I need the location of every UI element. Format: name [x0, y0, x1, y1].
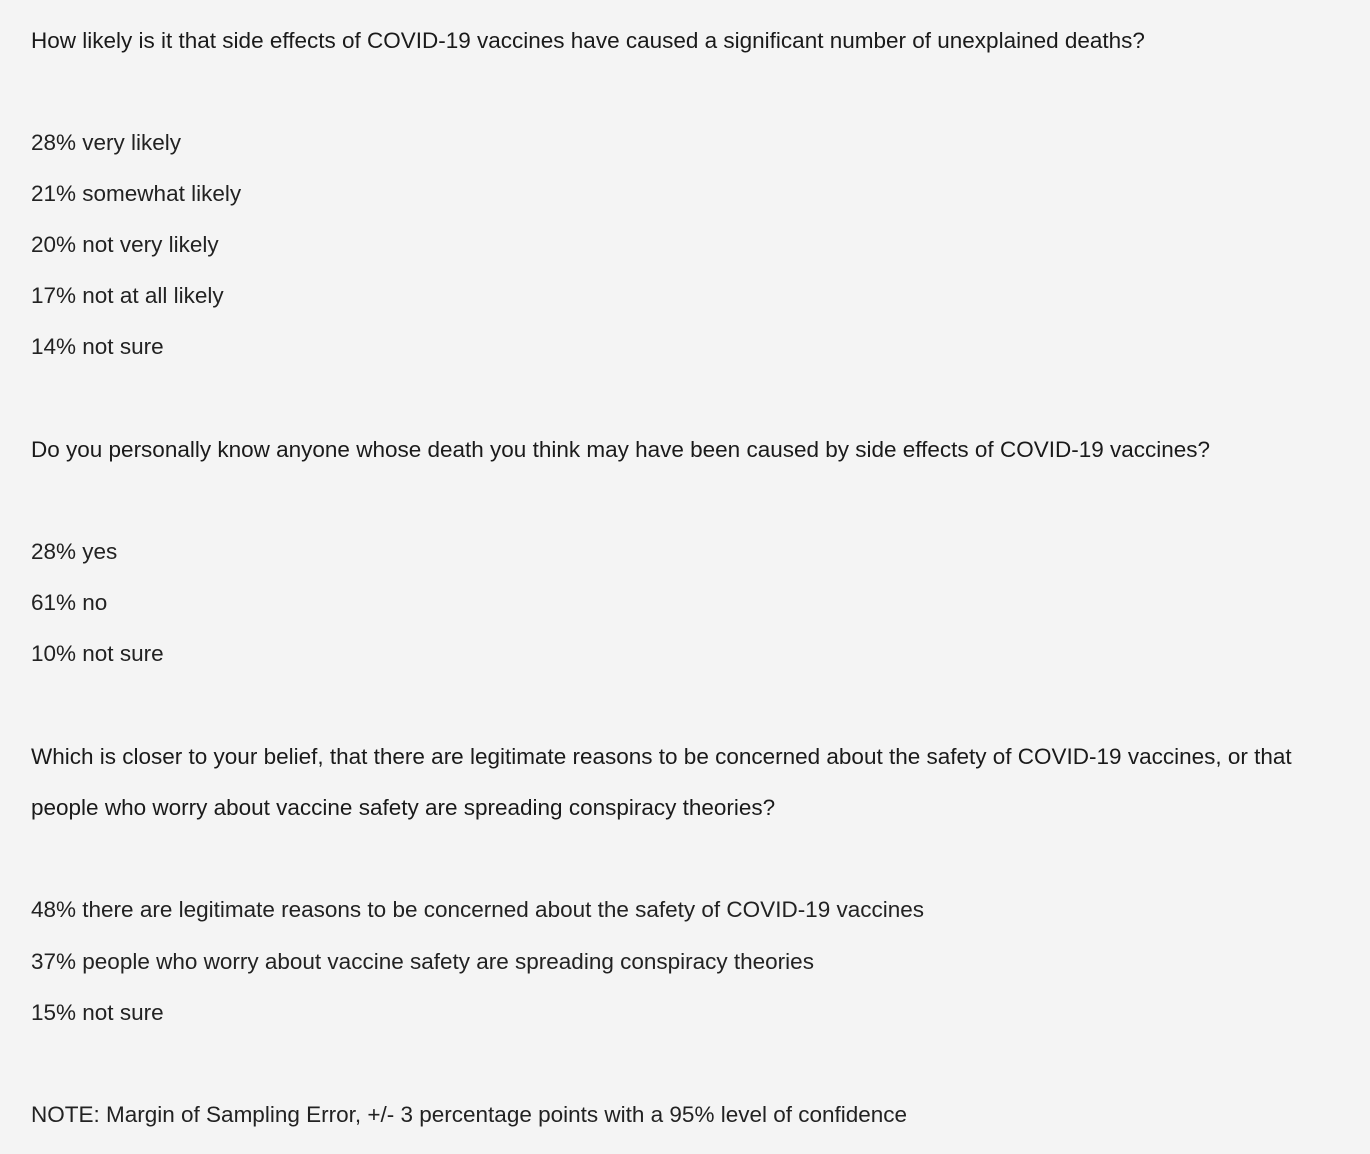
question-2-text: Do you personally know anyone whose death you think may have been caused by side effects of COVID-19 vaccines? [31, 437, 1211, 462]
question-3-text-line-1: Which is closer to your belief, that there are legitimate reasons to be concerned about the safety of COVID-19 vaccines, or that [31, 744, 1292, 769]
answer-3-3: 15% not sure [31, 1000, 164, 1025]
answer-3-2: 37% people who worry about vaccine safety are spreading conspiracy theories [31, 949, 814, 974]
question-3-text-line-2: people who worry about vaccine safety are spreading conspiracy theories? [31, 795, 776, 820]
answer-1-2: 21% somewhat likely [31, 181, 242, 206]
answer-1-4: 17% not at all likely [31, 283, 224, 308]
answer-1-1: 28% very likely [31, 130, 182, 155]
answer-2-3: 10% not sure [31, 641, 164, 666]
answer-2-1: 28% yes [31, 539, 118, 564]
answer-1-3: 20% not very likely [31, 232, 219, 257]
question-1-text: How likely is it that side effects of COVID-19 vaccines have caused a significant number of unexplained deaths? [31, 28, 1145, 53]
answer-1-5: 14% not sure [31, 334, 164, 359]
sampling-error-note: NOTE: Margin of Sampling Error, +/- 3 percentage points with a 95% level of confidence [31, 1102, 908, 1127]
answer-2-2: 61% no [31, 590, 108, 615]
answer-3-1: 48% there are legitimate reasons to be concerned about the safety of COVID-19 vaccines [31, 897, 925, 922]
